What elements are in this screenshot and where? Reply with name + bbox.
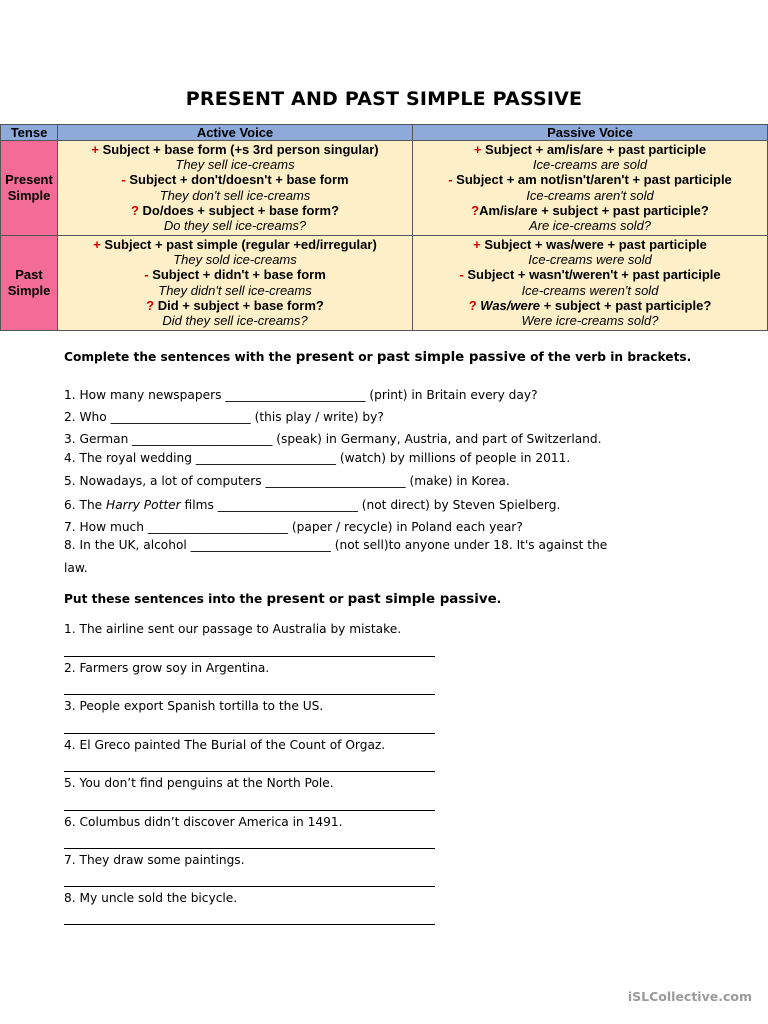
table-header-row [1,125,768,141]
exercise1-item-1: 1. How many newspapers _______________________ (print) in Britain every day? [64,388,538,402]
exercise1-item-6: 6. The Harry Potter films _______________________ (not direct) by Steven Spielberg. [64,498,561,512]
header-passive-voice: Passive Voice [413,125,768,141]
exercise1-instruction: Complete the sentences with the present or past simple passive of the verb in brackets. [64,350,692,365]
exercise1-item-5: 5. Nowadays, a lot of computers _______________________ (make) in Korea. [64,474,510,488]
exercise2-item-2: 2. Farmers grow soy in Argentina. [64,661,270,675]
answer-line-5[interactable] [64,810,435,811]
answer-line-7[interactable] [64,886,435,887]
present-active-cell: + Subject + base form (+s 3rd person singular) They sell ice-creams - Subject + don't/doesn't + base form They don't sell ice-creams ? Do/does + subject + base form? Do they sell ice-creams? [58,141,413,236]
present-passive-cell: + Subject + am/is/are + past participle Ice-creams are sold - Subject + am not/isn't/aren't + past participle Ice-creams aren't sold ?Am/is/are + subject + past participle? Are ice-creams sold? [413,141,768,236]
table-row-past-simple [1,236,768,331]
answer-line-2[interactable] [64,694,435,695]
exercise1-item-2: 2. Who _______________________ (this play / write) by? [64,410,384,424]
tense-present-simple: Present Simple [1,141,58,236]
exercise1-item-8: 8. In the UK, alcohol _______________________ (not sell)to anyone under 18. It's against the [64,538,608,552]
answer-line-6[interactable] [64,848,435,849]
grammar-table [0,124,768,331]
table-row-present-simple [1,141,768,236]
exercise2-item-5: 5. You don’t find penguins at the North Pole. [64,776,334,790]
page-title: PRESENT AND PAST SIMPLE PASSIVE [185,88,583,110]
exercise2-item-3: 3. People export Spanish tortilla to the US. [64,699,324,713]
exercise2-item-6: 6. Columbus didn’t discover America in 1491. [64,815,343,829]
past-active-cell: + Subject + past simple (regular +ed/irregular) They sold ice-creams - Subject + didn't + base form They didn't sell ice-creams ? Did + subject + base form? Did they sell ice-creams? [58,236,413,331]
exercise1-item-7: 7. How much _______________________ (paper / recycle) in Poland each year? [64,520,523,534]
exercise2-item-1: 1. The airline sent our passage to Australia by mistake. [64,622,402,636]
past-passive-cell: + Subject + was/were + past participle Ice-creams were sold - Subject + wasn't/weren't + past participle Ice-creams weren't sold ? Was/were + subject + past participle? Were icre-creams sold? [413,236,768,331]
exercise1-item-8-cont: law. [64,561,88,575]
header-tense: Tense [1,125,58,141]
tense-past-simple: Past Simple [1,236,58,331]
header-active-voice: Active Voice [58,125,413,141]
exercise2-instruction: Put these sentences into the present or past simple passive. [64,592,502,607]
answer-line-8[interactable] [64,924,435,925]
exercise1-item-4: 4. The royal wedding _______________________ (watch) by millions of people in 2011. [64,451,571,465]
answer-line-1[interactable] [64,656,435,657]
exercise2-item-8: 8. My uncle sold the bicycle. [64,891,238,905]
watermark: iSLCollective.com [627,989,752,1004]
answer-line-3[interactable] [64,733,435,734]
exercise1-item-3: 3. German _______________________ (speak) in Germany, Austria, and part of Switzerland. [64,432,602,446]
exercise2-item-7: 7. They draw some paintings. [64,853,245,867]
answer-line-4[interactable] [64,771,435,772]
exercise2-item-4: 4. El Greco painted The Burial of the Count of Orgaz. [64,738,386,752]
